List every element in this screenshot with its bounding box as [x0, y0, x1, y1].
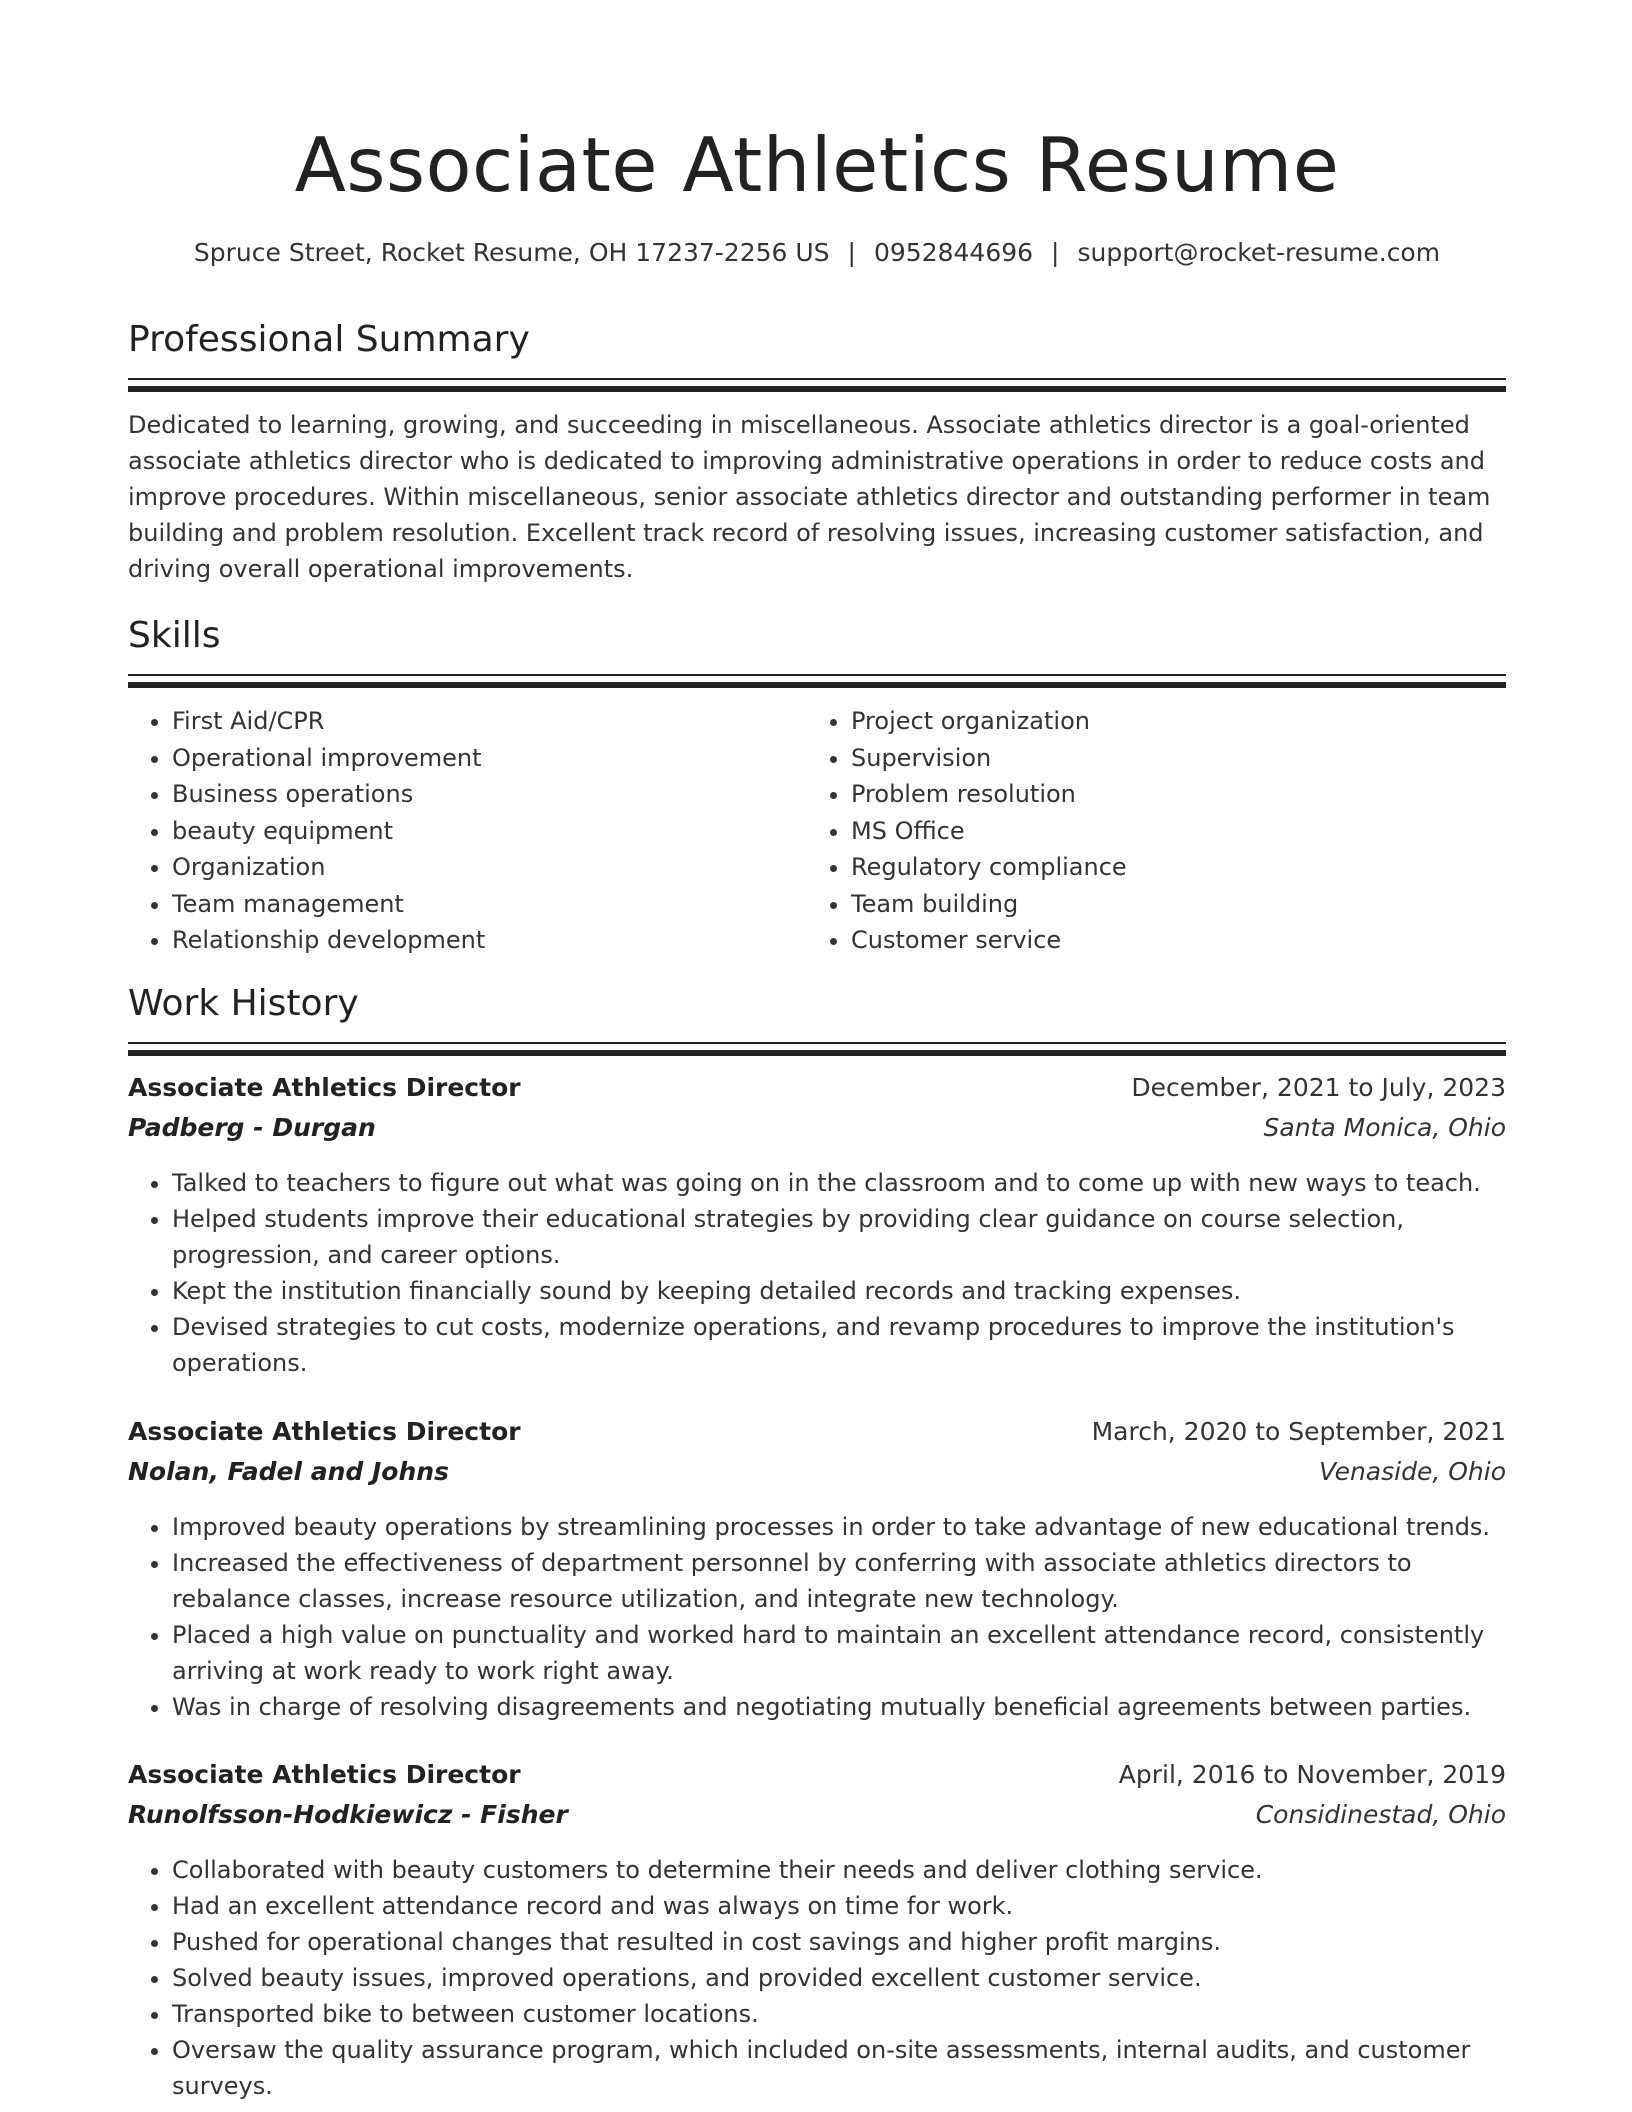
work-history-heading: Work History [128, 983, 359, 1024]
summary-heading: Professional Summary [128, 319, 530, 360]
skill-item: • Organization [172, 849, 792, 886]
job-bullet: • Had an excellent attendance record and was always on time for work. [172, 1888, 1506, 1924]
job-title: Associate Athletics Director [128, 1417, 521, 1446]
job-bullet: • Transported bike to between customer locations. [172, 1996, 1506, 2032]
job-company: Padberg - Durgan [128, 1113, 376, 1142]
job-bullet: • Solved beauty issues, improved operations, and provided excellent customer service. [172, 1960, 1506, 1996]
job-dates: April, 2016 to November, 2019 [1118, 1760, 1506, 1789]
job-bullet: • Improved beauty operations by streamlining processes in order to take advantage of new educational trends. [172, 1509, 1506, 1545]
contact-address: Spruce Street, Rocket Resume, OH 17237-2256 US [193, 238, 830, 267]
skill-item: • Supervision [851, 740, 1491, 777]
job-bullet: • Placed a high value on punctuality and worked hard to maintain an excellent attendance record, consistently arriving at work ready to work right away. [172, 1617, 1506, 1689]
job-bullet: • Helped students improve their educational strategies by providing clear guidance on course selection, progression, and career options. [172, 1201, 1506, 1273]
job-bullet: • Pushed for operational changes that resulted in cost savings and higher profit margins. [172, 1924, 1506, 1960]
contact-line [128, 238, 1506, 267]
job-bullet: • Collaborated with beauty customers to determine their needs and deliver clothing service. [172, 1852, 1506, 1888]
job-title: Associate Athletics Director [128, 1760, 521, 1789]
skill-item: • Business operations [172, 776, 792, 813]
job-title: Associate Athletics Director [128, 1073, 521, 1102]
job-bullets [128, 1852, 1506, 2104]
skill-item: • beauty equipment [172, 813, 792, 850]
job-location: Santa Monica, Ohio [1263, 1113, 1506, 1142]
job-bullets [128, 1509, 1506, 1725]
job-entry [128, 1073, 1506, 1381]
skills-list-left [128, 703, 792, 959]
contact-separator: | [1051, 238, 1060, 267]
job-dates: December, 2021 to July, 2023 [1131, 1073, 1506, 1102]
work-history-divider [128, 1042, 1506, 1056]
contact-email: support@rocket-resume.com [1077, 238, 1441, 267]
job-entry [128, 1760, 1506, 2104]
resume-title: Associate Athletics Resume [294, 121, 1340, 209]
job-header-row [128, 1073, 1506, 1113]
skill-item: • MS Office [851, 813, 1491, 850]
skills-heading: Skills [128, 615, 221, 656]
job-location: Venaside, Ohio [1318, 1457, 1506, 1486]
job-bullet: • Oversaw the quality assurance program, which included on-site assessments, internal audits, and customer surveys. [172, 2032, 1506, 2104]
skill-item: • Customer service [851, 922, 1491, 959]
job-bullet: • Devised strategies to cut costs, modernize operations, and revamp procedures to improve the institution's operations. [172, 1309, 1506, 1381]
job-bullet: • Was in charge of resolving disagreements and negotiating mutually beneficial agreements between parties. [172, 1689, 1506, 1725]
skill-item: • First Aid/CPR [172, 703, 792, 740]
job-entry [128, 1417, 1506, 1725]
skills-list-right [807, 703, 1491, 959]
job-company: Nolan, Fadel and Johns [128, 1457, 449, 1486]
skill-item: • Team building [851, 886, 1491, 923]
job-header-row [128, 1417, 1506, 1457]
contact-phone: 0952844696 [873, 238, 1034, 267]
skill-item: • Operational improvement [172, 740, 792, 777]
job-location: Considinestad, Ohio [1255, 1800, 1506, 1829]
contact-separator: | [847, 238, 856, 267]
job-company: Runolfsson-Hodkiewicz - Fisher [128, 1800, 568, 1829]
job-company-row [128, 1457, 1506, 1497]
skill-item: • Regulatory compliance [851, 849, 1491, 886]
job-bullet: • Talked to teachers to figure out what was going on in the classroom and to come up with new ways to teach. [172, 1165, 1506, 1201]
job-dates: March, 2020 to September, 2021 [1091, 1417, 1506, 1446]
skill-item: • Team management [172, 886, 792, 923]
job-bullet: • Kept the institution financially sound by keeping detailed records and tracking expenses. [172, 1273, 1506, 1309]
job-header-row [128, 1760, 1506, 1800]
job-company-row [128, 1800, 1506, 1840]
job-company-row [128, 1113, 1506, 1153]
skill-item: • Problem resolution [851, 776, 1491, 813]
job-bullets [128, 1165, 1506, 1381]
summary-text: Dedicated to learning, growing, and succeeding in miscellaneous. Associate athletics director is a goal-oriented associate athletics director who is dedicated to improving administrative operations in order to reduce costs and improve procedures. Within miscellaneous, senior associate athletics director and outstanding performer in team building and problem resolution. Excellent track record of resolving issues, increasing customer satisfaction, and driving overall operational improvements. [128, 411, 1491, 583]
skills-divider [128, 674, 1506, 688]
summary-divider [128, 378, 1506, 392]
skill-item: • Relationship development [172, 922, 792, 959]
job-bullet: • Increased the effectiveness of department personnel by conferring with associate athletics directors to rebalance classes, increase resource utilization, and integrate new technology. [172, 1545, 1506, 1617]
skill-item: • Project organization [851, 703, 1491, 740]
